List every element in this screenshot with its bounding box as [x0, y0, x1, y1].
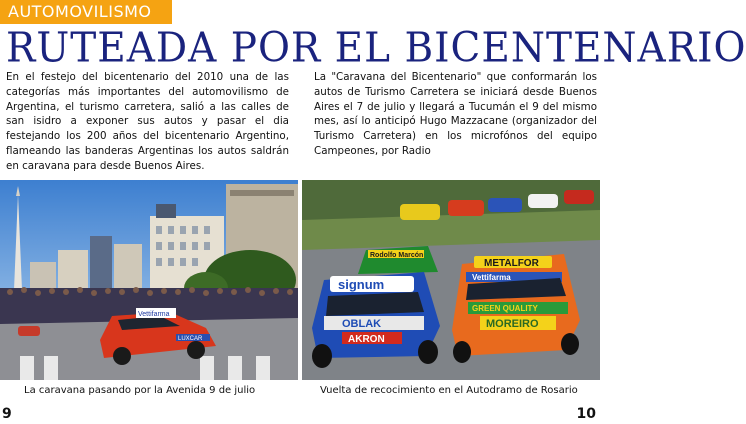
- body-column-left: En el festejo del bicentenario del 2010 una de las categorías más importantes del automovilismo de Argentina, el turismo carretera, salió a las calles de san isidro a exponer sus autos y pasar el dia festejando los 200 años del bicentenario Argentino, flameando las banderas Argentinas los autos saldrán en caravana para desde Buenos Aires.: [6, 71, 289, 172]
- car-sign-vettifarma: Vettifarma: [138, 311, 170, 318]
- car-sign-rodolfo: Rodolfo Marcón: [370, 252, 424, 259]
- car-sign-signum: signum: [338, 277, 385, 292]
- section-label: AUTOMOVILISMO: [8, 2, 152, 21]
- car-sign-vettifarma-right: Vettifarma: [472, 273, 511, 282]
- car-sign-moreiro: MOREIRO: [486, 318, 539, 330]
- photo-caption-right: Vuelta de recocimiento en el Autodramo de Rosario: [320, 385, 578, 396]
- page-number-right: 10: [576, 406, 596, 422]
- article-headline: RUTEADA POR EL BICENTENARIO: [6, 24, 746, 73]
- section-banner: [0, 0, 172, 24]
- photo-caravan-avenida: [0, 180, 298, 380]
- body-column-right: La "Caravana del Bicentenario" que conformarán los autos de Turismo Carretera se iniciará desde Buenos Aires el 7 de julio y llegará a Tucumán el 9 del mismo mes, así lo anticipó Hugo Mazzacane (organizador del Turismo Carretera) en los microfónos del equipo Campeones, por Radio: [314, 71, 597, 157]
- car-sign-oblak: OBLAK: [342, 318, 382, 330]
- photo-caption-left: La caravana pasando por la Avenida 9 de julio: [24, 385, 256, 396]
- car-sign-green-quality: GREEN QUALITY: [472, 304, 538, 313]
- page-number-left: 9: [2, 406, 12, 422]
- photo-autodromo-rosario: [302, 180, 600, 380]
- car-sign-metalfor: METALFOR: [484, 258, 539, 269]
- car-sign-akron: AKRON: [348, 334, 385, 345]
- car-sign-luxcar: LUXCAR: [178, 336, 203, 342]
